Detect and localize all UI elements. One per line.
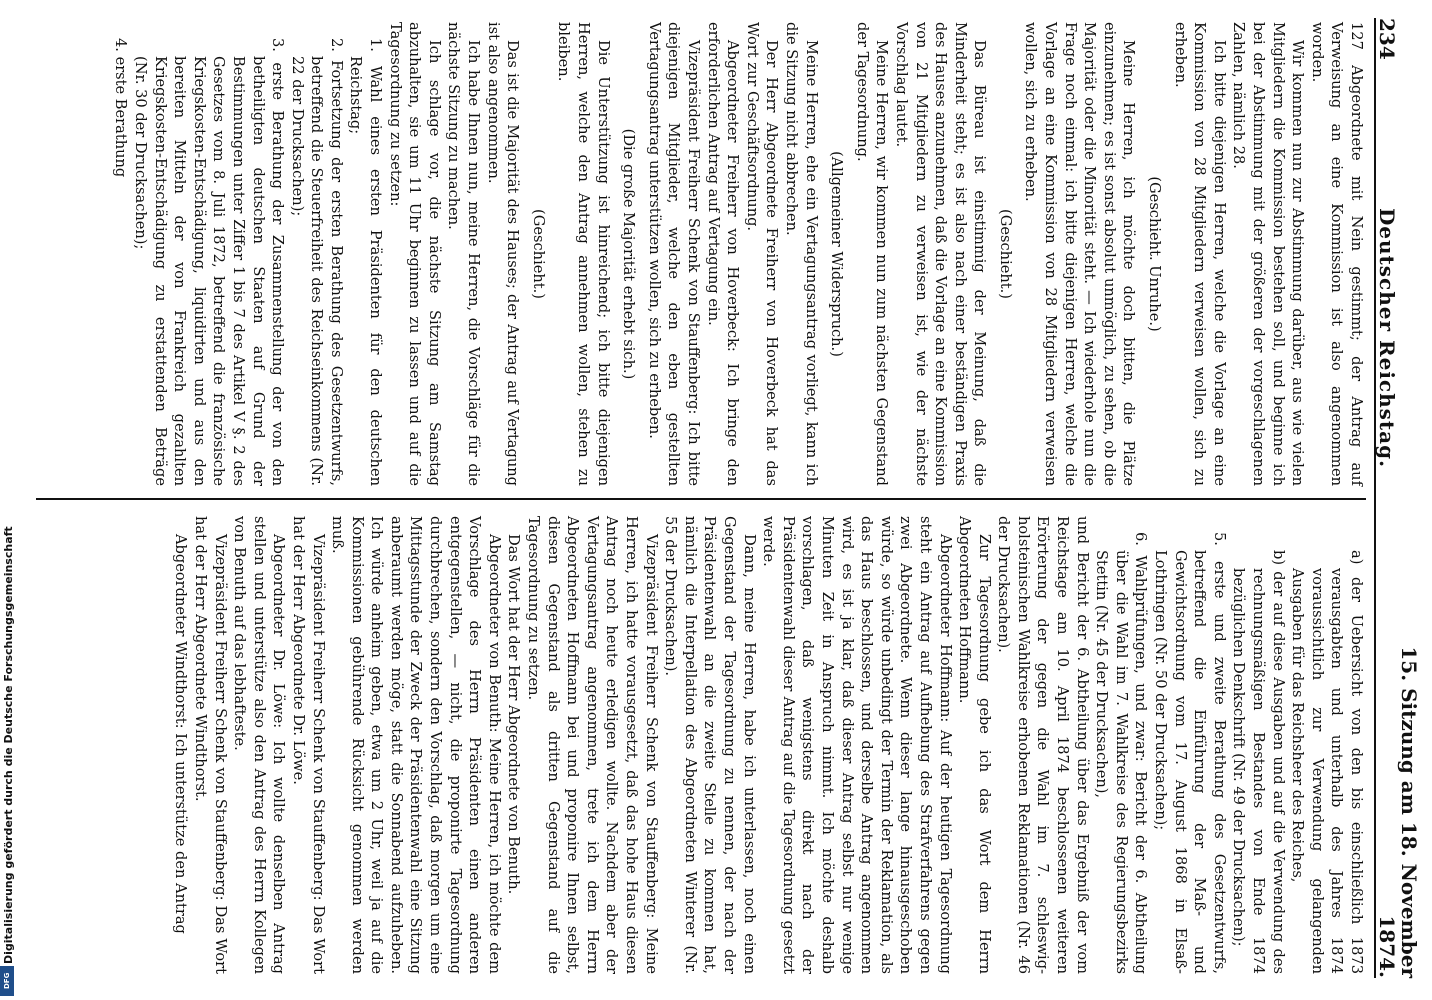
paragraph: Das Wort hat der Herr Abgeordnete von Benuth.: [505, 534, 523, 895]
paragraph: Dann, meine Herren, habe ich unterlassen, noch einen Gegenstand der Tagesordnung zu nennen, der nach der Präsidentenwahl an die zweite Stelle zu kommen hat, nämlich die Interpellation des Abgeordneten Winterer (Nr. 55 der Drucksachen).: [662, 516, 758, 974]
agenda-item: 6. Wahlprüfungen, und zwar: Bericht der 6. Abtheilung über die Wahl im 7. Wahlkreise des Regierungsbezirks Stettin (Nr. 45 der Drucksachen),: [1093, 532, 1150, 974]
scan-side-strip: [0, 0, 16, 1000]
paragraph: Vizepräsident Freiherr Schenk von Stauffenberg: Meine Herren, ich hatte vorausgesetzt, daß das hohe Haus diesen Antrag noch heute erledigen wollte. Nachdem aber der Vertagungsantrag angenommen, trete ich dem Herrn Abgeordneten Hoffmann bei und proponire Ihnen selbst, diesen Gegenstand als dritten Gegenstand auf die Tagesordnung zu setzen.: [525, 516, 660, 974]
paragraph: Ich habe Ihnen nun, meine Herren, die Vorschläge für die nächste Sitzung zu machen.: [445, 22, 483, 486]
agenda-item: 4. erste Berathung: [112, 38, 130, 178]
agenda-item: b) der auf diese Ausgaben und auf die Verwendung des rechnungsmäßigen Bestandes von Ende 1874 bezüglichen Denkschrift (Nr. 49 der Drucksachen);: [1230, 550, 1287, 974]
paragraph: und Bericht der 6. Abtheilung über das Ergebniß der vom Reichstage am 10. April 1874 beschlossenen weiteren Erörterung der gegen die Wahl im 7. schleswig-holsteinischen Wahlkreise erhobenen Reklamationen (Nr. 46 der Drucksachen).: [995, 516, 1091, 974]
session-info: 15. Sitzung am 18. November 1874.: [1375, 646, 1421, 978]
agenda-item: a) der Uebersicht von den bis einschließlich 1873 verausgabten und unterhalb des Jahres 1874 voraussichtlich zur Verwendung gelangenden Ausgaben für das Reichsheer des Reiches,: [1289, 550, 1365, 974]
stage-direction: (Die große Majorität erhebt sich.): [620, 128, 638, 380]
paragraph: Das Büreau ist einstimmig der Meinung, daß die Minderheit steht; es ist also nach einer beständigen Praxis des Hauses anzunehmen, daß die Vorlage an eine Kommission von 21 Mitgliedern zu verweisen ist, wie der nächste Vorschlag lautet.: [892, 22, 989, 486]
stage-direction: (Geschieht. Unruhe.): [1146, 176, 1164, 332]
stage-direction: (Allgemeiner Widerspruch.): [828, 151, 846, 357]
paragraph: Vizepräsident Freiherr Schenk von Stauffenberg: Das Wort hat der Herr Abgeordnete Dr. Löwe.: [289, 516, 327, 974]
paragraph: 127 Abgeordnete mit Nein gestimmt; der Antrag auf Verweisung an eine Kommission ist also angenommen worden.: [1308, 22, 1365, 486]
paragraph: Ich bitte diejenigen Herren, welche die Vorlage an eine Kommission von 28 Mitgliedern verweisen wollen, sich zu erheben.: [1171, 22, 1228, 486]
paragraph: Abgeordneter Freiherr von Hoverbeck: Ich bringe den erforderlichen Antrag auf Vertagung ein.: [704, 22, 742, 486]
page-body: [24, 18, 1421, 978]
paragraph: Abgeordneter von Benuth: Meine Herren, ich möchte dem Vorschlage des Herrn Präsidenten einen anderen entgegenstellen, — nicht, die proponirte Tagesordnung durchbrechen, sondern den Vorschlag, daß morgen um eine Mittagsstunde der Zweck der Präsidentenwahl eine Sitzung anberaumt werden möge, statt die Sonnabend aufzuheben. Ich würde anheim geben, etwa um 2 Uhr, weil ja auf die Kommissionen gebührende Rücksicht genommen werden muß.: [329, 516, 503, 974]
paragraph: Abgeordneter Windthorst: Ich unterstütze den Antrag: [172, 534, 190, 934]
agenda-item: 3. erste Berathung der Zusammenstellung der von den betheiligten deutschen Staaten auf Grund der Bestimmungen unter Ziffer 1 bis 7 des Artikel V §. 2 des Gesetzes vom 8. Juli 1872, betreffend die französische Kriegskosten-Entschädigung, liquidirten und aus den bereiten Mitteln der von Frankreich gezahlten Kriegskosten-Entschädigung zu erstattenden Beträge (Nr. 30 der Drucksachen);: [131, 38, 287, 486]
stage-direction: (Geschieht.): [996, 209, 1014, 299]
paragraph: Meine Herren, ehe ein Vertagungsantrag vorliegt, kann ich die Sitzung nicht abbrechen.: [782, 22, 820, 486]
paragraph: Meine Herren, ich möchte doch bitten, die Plätze einzunehmen; es ist sonst absolut unmöglich, zu sehen, ob die Majorität oder die Minorität steht. — Ich wiederhole nun die Frage noch einmal: ich bitte diejenigen Herren, welche die Vorlage an eine Kommission von 28 Mitgliedern verweisen wollen, sich zu erheben.: [1022, 22, 1138, 486]
paragraph: Das ist die Majorität des Hauses; der Antrag auf Vertagung ist also angenommen.: [484, 22, 522, 486]
right-column: [36, 498, 1366, 978]
left-column: [36, 18, 1366, 498]
paragraph: Zur Tagesordnung gebe ich das Wort dem Herrn Abgeordneten Hoffmann.: [956, 516, 993, 974]
journal-title: Deutscher Reichstag.: [1375, 207, 1399, 469]
paragraph: Ich schlage vor, die nächste Sitzung am Samstag abzuhalten, sie um 11 Uhr beginnen zu lassen und auf die Tagesordnung zu setzen:: [386, 22, 443, 486]
page-header: [1374, 18, 1421, 978]
dfg-logo: DFG: [0, 966, 14, 996]
paragraph: Die Unterstützung ist hinreichend; ich bitte diejenigen Herren, welche den Antrag annehmen wollen, stehen zu bleiben.: [555, 22, 612, 486]
agenda-item: 2. Fortsetzung der ersten Berathung des Gesetzentwurfs, betreffend die Steuerfreiheit des Reichseinkommens (Nr. 22 der Drucksachen);: [288, 38, 345, 486]
agenda-item: 5. erste und zweite Berathung des Gesetzentwurfs, betreffend die Einführung der Maß- und Gewichtsordnung vom 17. August 1868 in Elsaß-Lothringen (Nr. 50 der Drucksachen);: [1152, 532, 1228, 974]
paragraph: Wir kommen nun zur Abstimmung darüber, aus wie vielen Mitgliedern die Kommission bestehen soll, und beginne ich bei der Abstimmung mit der größeren der vorgeschlagenen Zahlen, nämlich 28.: [1230, 22, 1307, 486]
page-number: 234: [1375, 18, 1399, 60]
paragraph: Der Herr Abgeordnete Freiherr von Hoverbeck hat das Wort zur Geschäftsordnung.: [743, 22, 781, 486]
stage-direction: (Geschieht.): [529, 209, 547, 299]
agenda-item: 1. Wahl eines ersten Präsidenten für den deutschen Reichstag;: [347, 38, 385, 486]
paragraph: Abgeordneter Hoffmann: Auf der heutigen Tagesordnung steht ein Antrag auf Aufhebung des Strafverfahrens gegen zwei Abgeordnete. Wenn dieser lange hinausgeschoben würde, so würde unbedingt der Termin der Reklamation, als das Haus beschlossen, und derselbe Antrag angenommen wird, es ist ja klar, daß dieser Antrag selbst nur wenige Minuten Zeit in Anspruch nimmt. Ich möchte deshalb vorschlagen, daß wenigstens direkt nach der Präsidentenwahl dieser Antrag auf die Tagesordnung gesetzt werde.: [760, 516, 954, 974]
paragraph: Vizepräsident Freiherr Schenk von Stauffenberg: Ich bitte diejenigen Mitglieder, welche den eben gestellten Vertagungsantrag unterstützen wollen, sich zu erheben.: [645, 22, 702, 486]
digitization-credit: Digitalisierung gefördert durch die Deutsche Forschungsgemeinschaft: [2, 526, 15, 964]
text-columns: [36, 18, 1366, 978]
paragraph: Abgeordneter Dr. Löwe: Ich wollte denselben Antrag stellen und unterstütze also den Antrag des Herrn Kollegen von Benuth auf das lebhafteste.: [231, 516, 288, 974]
paragraph: Vizepräsident Freiherr Schenk von Stauffenberg: Das Wort hat der Herr Abgeordnete Windthorst.: [191, 516, 229, 974]
paragraph: Meine Herren, wir kommen nun zum nächsten Gegenstand der Tagesordnung.: [853, 22, 891, 486]
